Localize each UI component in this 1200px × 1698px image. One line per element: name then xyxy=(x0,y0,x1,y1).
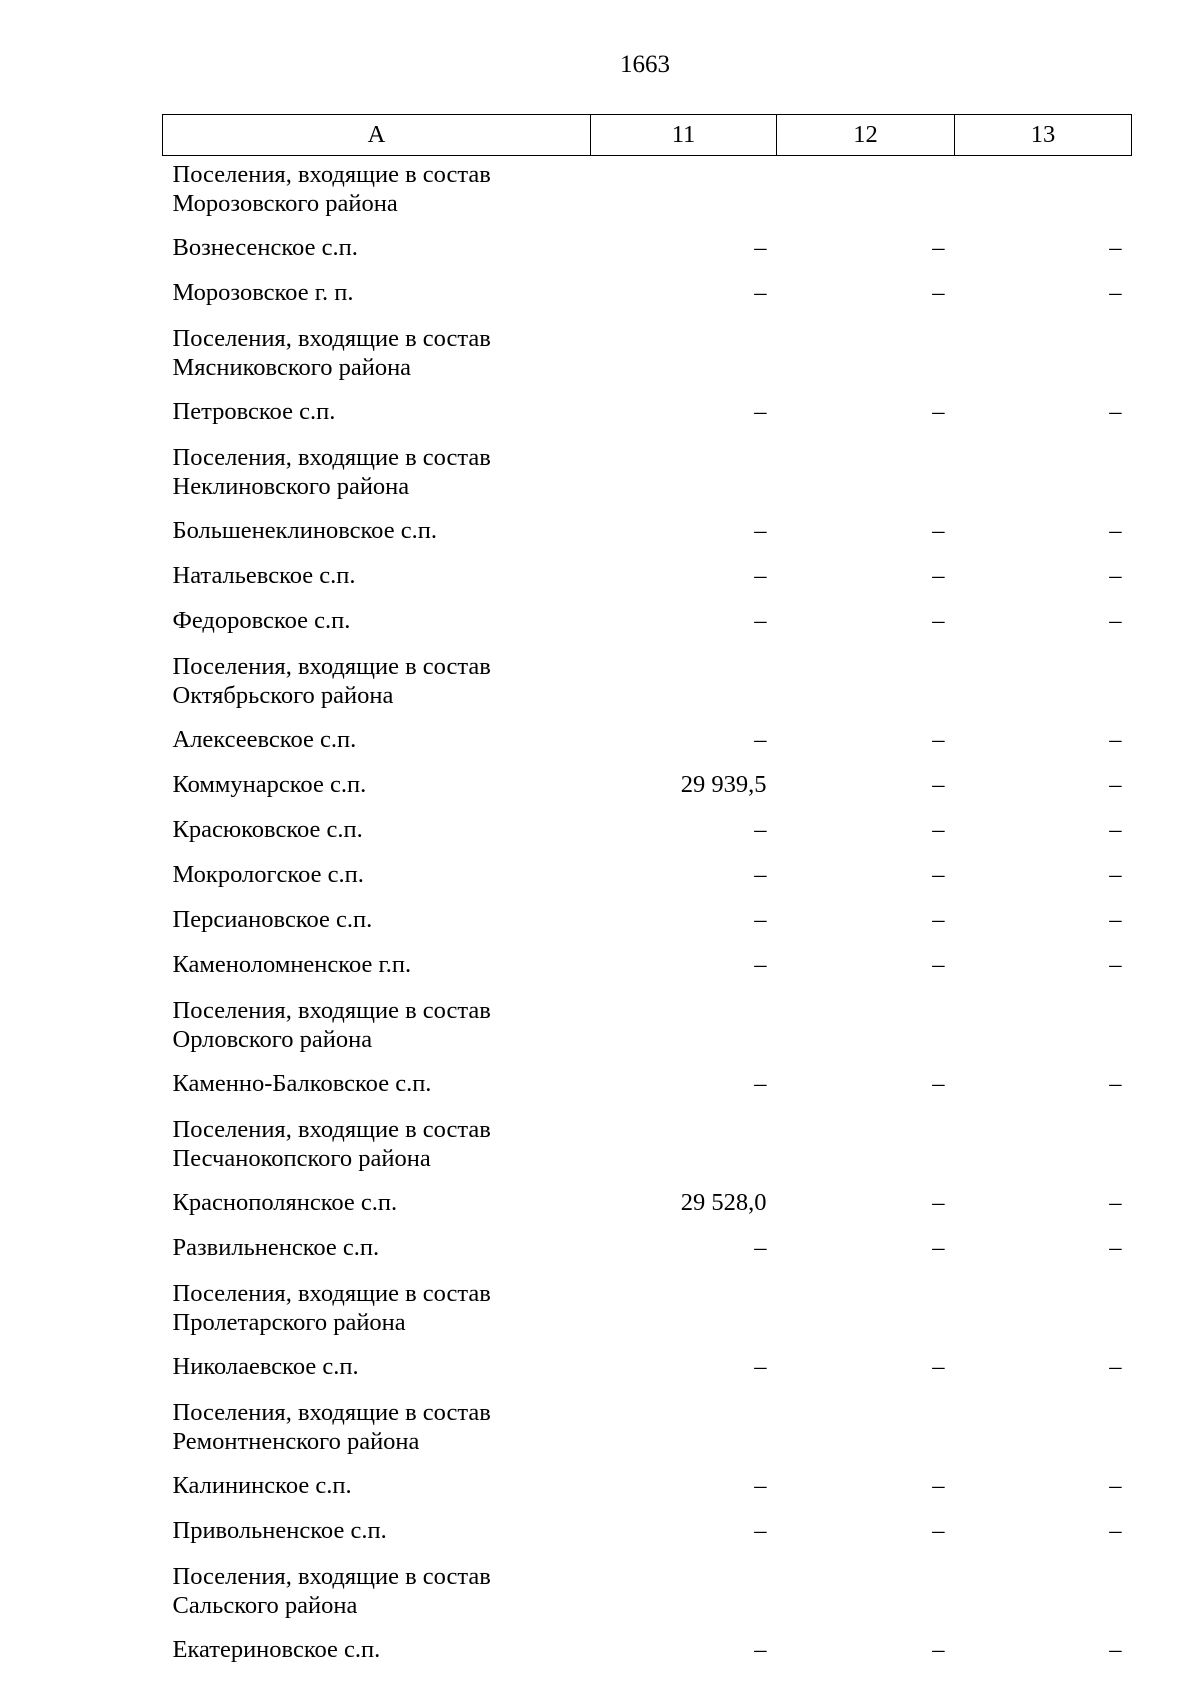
value-cell-col-13: – xyxy=(1109,816,1122,843)
table-row xyxy=(163,767,1132,812)
settlement-name: Натальевское с.п. xyxy=(172,562,356,589)
value-cell-col-11: – xyxy=(754,1353,767,1380)
settlement-name: Большенеклиновское с.п. xyxy=(172,517,437,544)
value-cell-col-12: – xyxy=(932,1070,945,1097)
table-row xyxy=(163,1513,1132,1558)
value-cell-col-13 xyxy=(955,156,1132,231)
settlement-name: Николаевское с.п. xyxy=(172,1353,359,1380)
value-cell-col-11: – xyxy=(754,816,767,843)
settlement-name: Развильненское с.п. xyxy=(172,1234,380,1261)
value-cell-col-13: – xyxy=(1109,951,1122,978)
settlement-name: Вознесенское с.п. xyxy=(172,234,358,261)
value-cell-col-13: – xyxy=(1109,1472,1122,1499)
value-cell-col-11: – xyxy=(754,906,767,933)
value-cell-col-11: 29 939,5 xyxy=(680,771,767,798)
value-cell-col-13: – xyxy=(1109,234,1122,261)
value-cell-col-12 xyxy=(777,992,955,1066)
value-cell-col-13: – xyxy=(1109,1234,1122,1261)
value-cell-col-11: – xyxy=(754,562,767,589)
value-cell-col-11: – xyxy=(754,1070,767,1097)
value-cell-col-11: – xyxy=(754,1472,767,1499)
group-heading-label: Поселения, входящие в состав Орловского района xyxy=(172,997,491,1053)
value-cell-col-13: – xyxy=(1109,1189,1122,1216)
value-cell-col-12: – xyxy=(932,1517,945,1544)
table-row xyxy=(163,394,1132,439)
value-cell-col-12 xyxy=(777,439,955,513)
value-cell-col-12: – xyxy=(932,951,945,978)
column-header-11: 11 xyxy=(591,115,777,156)
value-cell-col-12: – xyxy=(932,726,945,753)
value-cell-col-13: – xyxy=(1109,771,1122,798)
value-cell-col-13 xyxy=(955,1394,1132,1468)
table-row xyxy=(163,1468,1132,1513)
value-cell-col-13 xyxy=(955,1111,1132,1185)
value-cell-col-12: – xyxy=(932,398,945,425)
value-cell-col-11 xyxy=(591,1558,777,1632)
value-cell-col-11: – xyxy=(754,234,767,261)
table-row xyxy=(163,230,1132,275)
value-cell-col-11: – xyxy=(754,861,767,888)
group-heading-label: Поселения, входящие в состав Ремонтненского района xyxy=(172,1399,491,1455)
value-cell-col-13 xyxy=(955,1275,1132,1349)
value-cell-col-11: – xyxy=(754,517,767,544)
group-heading-label: Поселения, входящие в состав Пролетарского района xyxy=(172,1280,491,1336)
table-row xyxy=(163,1185,1132,1230)
group-heading-label: Поселения, входящие в состав Октябрьского района xyxy=(172,653,491,709)
value-cell-col-12: – xyxy=(932,517,945,544)
group-heading-label: Поселения, входящие в состав Сальского района xyxy=(172,1563,491,1619)
value-cell-col-11 xyxy=(591,1275,777,1349)
value-cell-col-12: – xyxy=(932,279,945,306)
value-cell-col-11 xyxy=(591,320,777,394)
value-cell-col-12 xyxy=(777,1558,955,1632)
value-cell-col-13: – xyxy=(1109,906,1122,933)
value-cell-col-13: – xyxy=(1109,398,1122,425)
table-row xyxy=(163,1230,1132,1275)
value-cell-col-13 xyxy=(955,1558,1132,1632)
value-cell-col-11: – xyxy=(754,951,767,978)
table-row xyxy=(163,857,1132,902)
settlement-name: Калининское с.п. xyxy=(172,1472,352,1499)
value-cell-col-11: – xyxy=(754,607,767,634)
value-cell-col-12: – xyxy=(932,816,945,843)
column-header-13: 13 xyxy=(955,115,1132,156)
value-cell-col-13 xyxy=(955,320,1132,394)
group-heading-row xyxy=(163,156,1132,231)
value-cell-col-13: – xyxy=(1109,1353,1122,1380)
table-row xyxy=(163,1349,1132,1394)
table-row xyxy=(163,1066,1132,1111)
group-heading-row xyxy=(163,320,1132,394)
value-cell-col-12: – xyxy=(932,1189,945,1216)
settlement-name: Петровское с.п. xyxy=(172,398,336,425)
value-cell-col-11: – xyxy=(754,1234,767,1261)
value-cell-col-11 xyxy=(591,648,777,722)
value-cell-col-13: – xyxy=(1109,1517,1122,1544)
value-cell-col-12: – xyxy=(932,562,945,589)
value-cell-col-12: – xyxy=(932,771,945,798)
settlement-name: Екатериновское с.п. xyxy=(172,1636,381,1663)
value-cell-col-11 xyxy=(591,156,777,231)
value-cell-col-13: – xyxy=(1109,607,1122,634)
value-cell-col-12 xyxy=(777,1111,955,1185)
data-table xyxy=(162,114,1132,1677)
value-cell-col-12 xyxy=(777,1394,955,1468)
table-row xyxy=(163,513,1132,558)
value-cell-col-12: – xyxy=(932,1234,945,1261)
settlement-name: Морозовское г. п. xyxy=(172,279,354,306)
group-heading-row xyxy=(163,439,1132,513)
group-heading-label: Поселения, входящие в состав Неклиновского района xyxy=(172,444,491,500)
table-header xyxy=(163,115,1132,156)
value-cell-col-13 xyxy=(955,439,1132,513)
settlement-name: Алексеевское с.п. xyxy=(172,726,357,753)
group-heading-row xyxy=(163,1558,1132,1632)
column-header-12: 12 xyxy=(777,115,955,156)
group-heading-label: Поселения, входящие в состав Песчанокопского района xyxy=(172,1116,491,1172)
value-cell-col-13: – xyxy=(1109,562,1122,589)
settlement-name: Краснополянское с.п. xyxy=(172,1189,398,1216)
settlement-name: Персиановское с.п. xyxy=(172,906,373,933)
value-cell-col-12: – xyxy=(932,906,945,933)
settlement-name: Красюковское с.п. xyxy=(172,816,363,843)
value-cell-col-11: 29 528,0 xyxy=(680,1189,767,1216)
value-cell-col-12: – xyxy=(932,861,945,888)
value-cell-col-11: – xyxy=(754,398,767,425)
table-row xyxy=(163,275,1132,320)
table-row xyxy=(163,558,1132,603)
settlement-name: Мокрологское с.п. xyxy=(172,861,364,888)
value-cell-col-13: – xyxy=(1109,517,1122,544)
value-cell-col-13: – xyxy=(1109,1070,1122,1097)
value-cell-col-12 xyxy=(777,1275,955,1349)
value-cell-col-11 xyxy=(591,992,777,1066)
settlement-name: Каменоломненское г.п. xyxy=(172,951,412,978)
value-cell-col-11: – xyxy=(754,726,767,753)
value-cell-col-12: – xyxy=(932,1472,945,1499)
group-heading-row xyxy=(163,1394,1132,1468)
group-heading-row xyxy=(163,992,1132,1066)
value-cell-col-13: – xyxy=(1109,279,1122,306)
value-cell-col-13 xyxy=(955,992,1132,1066)
value-cell-col-12 xyxy=(777,320,955,394)
header-row xyxy=(163,115,1132,156)
value-cell-col-12: – xyxy=(932,234,945,261)
settlement-name: Каменно-Балковское с.п. xyxy=(172,1070,432,1097)
value-cell-col-11: – xyxy=(754,279,767,306)
settlement-name: Коммунарское с.п. xyxy=(172,771,367,798)
page-number: 1663 xyxy=(620,51,670,78)
value-cell-col-13 xyxy=(955,648,1132,722)
settlement-name: Федоровское с.п. xyxy=(172,607,351,634)
group-heading-label: Поселения, входящие в состав Мясниковского района xyxy=(172,325,491,381)
table-row xyxy=(163,1632,1132,1677)
group-heading-label: Поселения, входящие в состав Морозовского района xyxy=(172,161,491,217)
group-heading-row xyxy=(163,1275,1132,1349)
value-cell-col-12 xyxy=(777,648,955,722)
settlement-name: Привольненское с.п. xyxy=(172,1517,387,1544)
value-cell-col-11: – xyxy=(754,1636,767,1663)
value-cell-col-13: – xyxy=(1109,726,1122,753)
value-cell-col-12: – xyxy=(932,1636,945,1663)
value-cell-col-13: – xyxy=(1109,861,1122,888)
value-cell-col-11 xyxy=(591,1111,777,1185)
table-row xyxy=(163,722,1132,767)
value-cell-col-12 xyxy=(777,156,955,231)
group-heading-row xyxy=(163,648,1132,722)
group-heading-row xyxy=(163,1111,1132,1185)
table-body xyxy=(163,156,1132,1678)
table-row xyxy=(163,603,1132,648)
value-cell-col-13: – xyxy=(1109,1636,1122,1663)
table-row xyxy=(163,947,1132,992)
table-row xyxy=(163,812,1132,857)
value-cell-col-11 xyxy=(591,1394,777,1468)
value-cell-col-11: – xyxy=(754,1517,767,1544)
column-header-a: А xyxy=(163,115,591,156)
value-cell-col-11 xyxy=(591,439,777,513)
value-cell-col-12: – xyxy=(932,607,945,634)
value-cell-col-12: – xyxy=(932,1353,945,1380)
table-row xyxy=(163,902,1132,947)
